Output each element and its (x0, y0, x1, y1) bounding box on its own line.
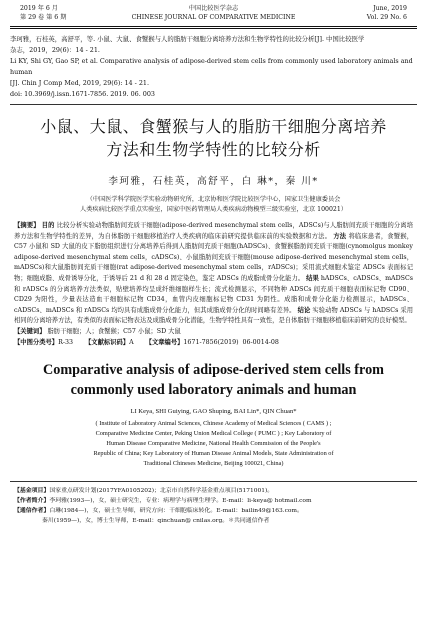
journal-name-en: CHINESE JOURNAL OF COMPARATIVE MEDICINE (131, 13, 296, 21)
article-number-value: 1671-7856(2019) 06-0014-08 (183, 338, 279, 346)
corresponding-label: 【通信作者】 (14, 507, 50, 515)
affiliation-en-line3: Human Disease Comparative Medicine, National Health Commission of the People's (106, 440, 321, 448)
journal-name-cn: 中国比较医学杂志 (188, 5, 239, 12)
affiliation-en-line1: ( Institute of Laboratory Animal Sciences, Chinese Academy of Medical Sciences ( CAMS ) ; (95, 420, 332, 428)
corresponding-text-1: 白琳(1984—)，女，硕士生导师，研究方向：干细胞临床转化。E-mail：bailin49@163.com。 (49, 508, 303, 515)
abstract-methods: 将临床患者，食蟹猴，C57 小鼠和 SD 大鼠的皮下脂肪组织进行分离培养后得到人脂肪间充质干细胞(hADSCs)、食蟹猴脂肪间充质干细胞(cynomolgus monkey adipose-derived mesenchymal stem cells，cADSCs)、小鼠脂肪间充质干细胞(mouse adipose-derived mesenchymal stem cells，mADSCs)和大鼠脂肪间充质干细胞(rat adipose-derived mesenchymal stem cells，rADSCs)；采用流式细胞术鉴定 ADSCs 表面标记物；细胞成脂、成骨诱导分化，于诱导后 21 d 和 28 d 固定染色，鉴定 ADSCs 的成脂成骨分化能力。 (14, 232, 414, 282)
author-note (14, 496, 413, 506)
fund-label: 【基金项目】 (14, 487, 50, 495)
issue-date-en: June, 2019 (373, 5, 407, 12)
title-cn-line2: 方法和生物学特性的比较分析 (106, 140, 321, 159)
corresponding-note (14, 506, 413, 516)
title-en (10, 360, 417, 400)
abstract-conclusion: 实验动物 ADSCs 与 hADSCs 采用相同的分离培养方法，有类似的表面标记物表达及成脂成骨分化潜能，生物学特性具有一致性，是自体脂肪干细胞移植临床前研究的良好模型。 (14, 306, 414, 325)
citation-rule (10, 104, 417, 105)
doc-code-label: 【文献标识码】 (84, 338, 130, 346)
abstract-methods-label: 方法 (333, 232, 347, 240)
affiliation-en-line4: Republic of China; Key Laboratory of Human Disease Animal Models, State Administration of (93, 450, 334, 458)
journal-header (10, 0, 417, 26)
abstract-cn (14, 221, 413, 327)
fund-text: 国家重点研发计划(2017YFA0105202)；北京市自然科学基金重点项目(5171001)。 (49, 488, 274, 495)
affiliation-cn (18, 195, 409, 215)
abstract-conclusion-label: 结论 (297, 306, 311, 314)
footnote-rule (10, 481, 417, 482)
affiliation-en (28, 419, 399, 469)
keywords (14, 327, 413, 338)
issue-date: 2019 年 6 月 (20, 5, 58, 12)
abstract-objective: 比较分析实验动物脂肪间充质干细胞(adipose-derived mesenchymal stem cells，ADSCs)与人脂肪间充质干细胞的分离培养方法和生物学特性的差异，为自体脂肪干细胞移植治疗人类疾病的临床前研究提供临床前的实验数据和方法。 (14, 222, 414, 240)
issue-volume: 第 29 卷 第 6 期 (20, 13, 67, 21)
citation-block (10, 29, 417, 104)
author-bio-text: 李珂雅(1993—)，女，硕士研究生，专业：病理学与病理生理学。E-mail：li-keya@ hotmail.com (49, 498, 312, 505)
affiliation-cn-line1: （中国医学科学院医学实验动物研究所，北京协和医学院比较医学中心，国家卫生健康委员会 (86, 196, 341, 203)
affiliation-en-line5: Traditional Chineses Medicine, Beijing 100021, China) (143, 460, 284, 468)
issue-volume-en: Vol. 29 No. 6 (366, 13, 407, 21)
corresponding-note-2 (14, 516, 413, 526)
abstract-results-label: 结果 (306, 274, 319, 282)
title-en-line2: commonly used laboratory animals and human (70, 382, 357, 399)
doc-code-value: A (129, 338, 134, 346)
citation-en-line1: Li KY, Shi GY, Gao SP, et al. Comparative analysis of adipose-derived stem cells from commonly used laboratory animals and human (10, 57, 413, 76)
footnotes (14, 486, 413, 526)
citation-en-line2: [J]. Chin J Comp Med, 2019, 29(6): 14 - 21. (10, 79, 150, 87)
title-cn-line1: 小鼠、大鼠、食蟹猴与人的脂肪干细胞分离培养 (40, 117, 387, 136)
keywords-text: 脂肪干细胞；人；食蟹猴；C57 小鼠；SD 大鼠 (47, 327, 181, 335)
authors-cn: 李珂雅，石桂英，高舒平，白 琳*，秦 川* (108, 176, 319, 187)
author-bio-label: 【作者简介】 (14, 497, 50, 505)
clc-value: R-33 (58, 338, 73, 346)
clc-label: 【中图分类号】 (14, 338, 59, 346)
corresponding-text-2: 秦川(1959—)，女，博士生导师，E-mail：qinchuan@ cnilas.org。＊共同通信作者 (42, 518, 270, 525)
abstract-label: 【摘要】 (14, 222, 40, 229)
doi: doi: 10.3969/j.issn.1671-7856. 2019. 06. 003 (10, 90, 155, 98)
affiliation-cn-line2: 人类疾病比较医学重点实验室，国家中医药管理局人类疾病动物模型三级实验室，北京 100021） (80, 206, 347, 213)
issue-date-volume-en (367, 5, 407, 22)
abstract-objective-label: 目的 (41, 222, 55, 229)
citation-cn-line2: 杂志，2019，29(6)：14 - 21. (10, 46, 100, 54)
title-en-line1: Comparative analysis of adipose-derived stem cells from (43, 362, 384, 379)
authors-en: LI Keya, SHI Guiying, GAO Shuping, BAI Lin*, QIN Chuan* (130, 408, 297, 416)
journal-name (10, 5, 417, 22)
article-number-label: 【文章编号】 (145, 338, 184, 346)
citation-cn-line1: 李珂雅，石桂英，高舒平，等. 小鼠、大鼠、食蟹猴与人的脂肪干细胞分离培养方法和生物学特性的比较分析[J]. 中国比较医学 (10, 35, 365, 43)
affiliation-en-line2: Comparative Medicine Center, Peking Union Medical College ( PUMC ) ; Key Laboratory of (95, 430, 332, 438)
fund-note (14, 486, 413, 496)
abstract-results: hADSCs、cADSCs、mADSCs 和 rADSCs 的分离培养方法类似，贴壁培养均呈成纤维细胞样生长；流式检测显示，不同物种 ADSCs 间充质干细胞表面标记物 CD90、CD29 为阳性，少量表达造血干细胞标记物 CD34，血管内皮细胞标记物 CD31 为阴性。成脂和成骨分化能力检测显示，hADSCs、cADSCs、mADSCs 和 rADSCs 均均具有成脂成骨分化能力，但其成脂成骨分化的时间略有差异。 (14, 274, 414, 314)
keywords-label: 【关键词】 (14, 327, 46, 335)
title-cn (10, 115, 417, 161)
classification (14, 338, 413, 349)
